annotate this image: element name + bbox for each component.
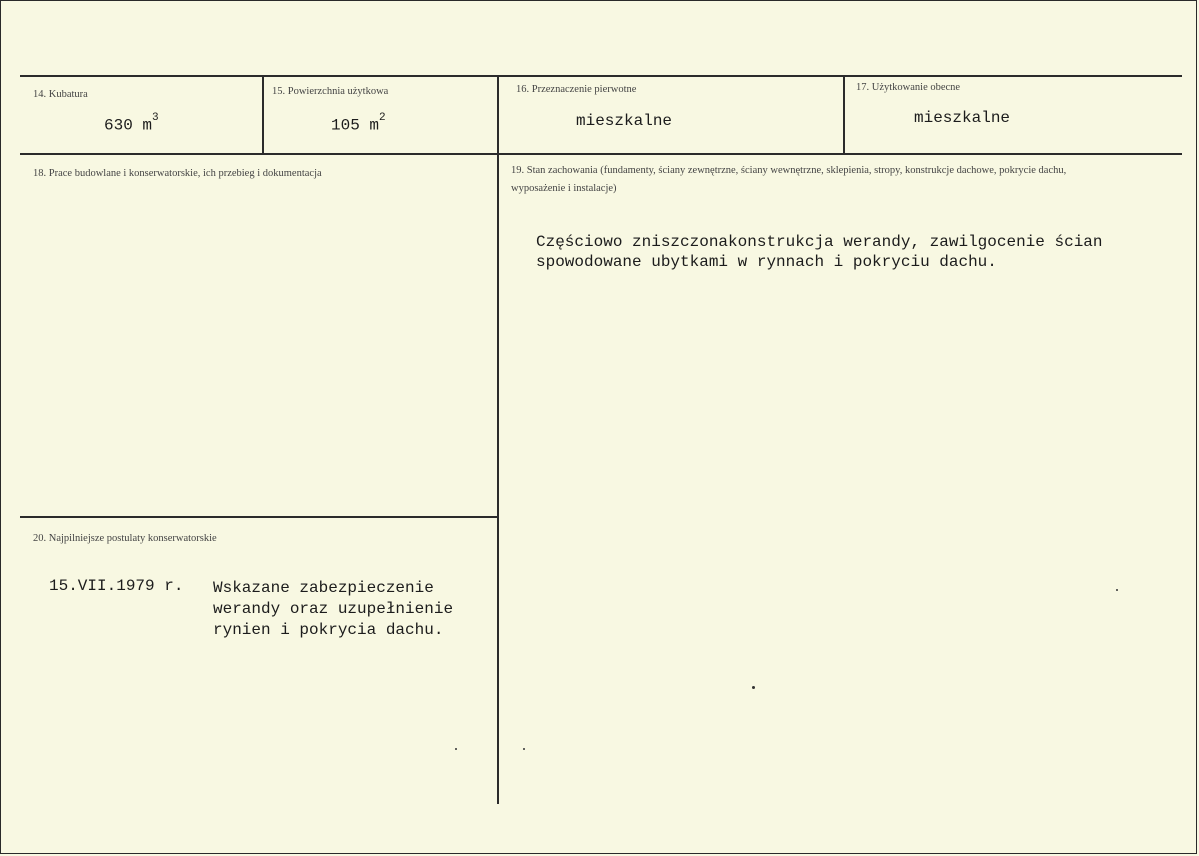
field-19-label: 19. Stan zachowania (fundamenty, ściany zewnętrzne, ściany wewnętrzne, sklepienia, stropy, konstrukcje dachowe, pokrycie dachu, wyposażenie i instalacje): [511, 165, 1067, 194]
row1-rule: [20, 153, 1182, 155]
paper-speck: [1116, 589, 1118, 591]
field-15-value-text: 105 m: [331, 116, 380, 135]
field-14-value-text: 630 m: [104, 116, 153, 135]
paper-speck: [752, 686, 755, 689]
paper-speck: [455, 748, 457, 750]
field-20-line-1: Wskazane zabezpieczenie: [213, 579, 434, 597]
field-15-value: [331, 112, 386, 135]
left-split-rule: [20, 516, 498, 518]
field-19-line-1: Częściowo zniszczonakonstrukcja werandy, zawilgocenie ścian: [536, 233, 1103, 251]
col-divider-2: [497, 76, 499, 804]
field-15-label: 15. Powierzchnia użytkowa: [272, 86, 389, 97]
field-19-line-2: spowodowane ubytkami w rynnach i pokryciu dachu.: [536, 253, 997, 271]
field-20-line-2: werandy oraz uzupełnienie: [213, 600, 454, 618]
field-16-label: 16. Przeznaczenie pierwotne: [516, 84, 637, 95]
field-14-label: 14. Kubatura: [33, 89, 88, 100]
col-divider-1: [262, 76, 264, 154]
field-20-date: 15.VII.1979 r.: [49, 577, 184, 595]
field-14-value: [104, 112, 159, 135]
field-16-value: mieszkalne: [576, 112, 673, 130]
top-rule: [20, 75, 1182, 77]
field-20-line-3: rynien i pokrycia dachu.: [213, 621, 444, 639]
field-15-unit-exponent: 2: [379, 112, 386, 124]
field-14-unit-exponent: 3: [152, 112, 159, 124]
field-20-label: 20. Najpilniejsze postulaty konserwatorskie: [33, 533, 217, 544]
paper-speck: [523, 748, 525, 750]
field-17-value: mieszkalne: [914, 109, 1011, 127]
field-17-label: 17. Użytkowanie obecne: [856, 82, 961, 93]
field-18-label: 18. Prace budowlane i konserwatorskie, ich przebieg i dokumentacja: [33, 168, 322, 179]
col-divider-3: [843, 76, 845, 154]
